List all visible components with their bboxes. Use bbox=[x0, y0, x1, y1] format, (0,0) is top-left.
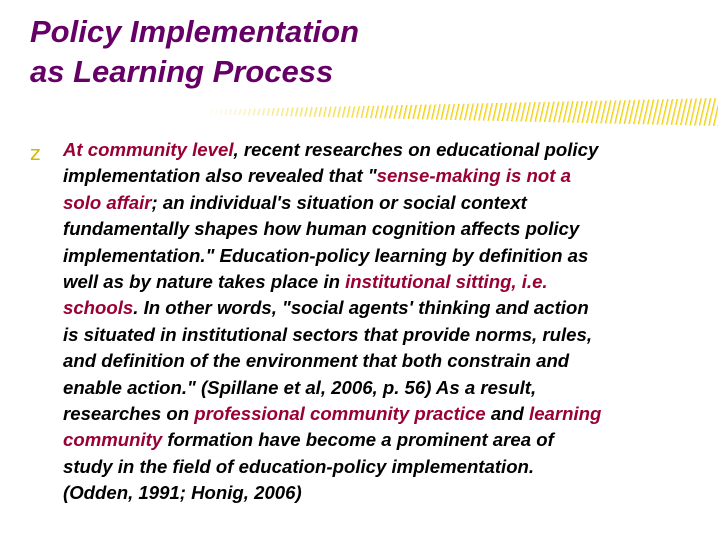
bullet-icon: z bbox=[30, 141, 41, 165]
body-text-segment: formation have become a prominent area of bbox=[162, 429, 554, 451]
body-line-14: (Odden, 1991; Honig, 2006) bbox=[63, 482, 302, 504]
body-line-12 bbox=[63, 427, 713, 453]
highlight-solo-affair: solo affair bbox=[63, 191, 152, 213]
body-text-segment: well as by nature takes place in bbox=[63, 271, 346, 293]
body-line-11 bbox=[63, 401, 713, 427]
body-text-segment: and bbox=[485, 403, 530, 425]
body-line-4: fundamentally shapes how human cognition affects policy bbox=[63, 218, 580, 240]
body-line-2 bbox=[63, 163, 713, 189]
body-line-13: study in the field of education-policy implementation. bbox=[63, 455, 535, 477]
highlight-professional-community-practice: professional community practice bbox=[194, 403, 486, 425]
slide-title bbox=[30, 12, 359, 92]
body-line-6 bbox=[63, 269, 713, 295]
slide-title-line-1: Policy Implementation bbox=[30, 14, 360, 49]
highlight-community: community bbox=[63, 429, 163, 451]
highlight-community-level: At community level bbox=[63, 139, 234, 160]
body-text-segment: implementation also revealed that " bbox=[63, 165, 377, 187]
body-line-7 bbox=[63, 295, 713, 321]
highlight-schools: schools bbox=[63, 297, 134, 319]
body-line-5: implementation." Education-policy learning by definition as bbox=[63, 244, 589, 266]
body-paragraph bbox=[63, 137, 713, 507]
highlight-institutional-sitting: institutional sitting, i.e. bbox=[345, 271, 548, 293]
body-text-segment: . In other words, "social agents' thinking and action bbox=[133, 297, 589, 319]
slide-title-line-2: as Learning Process bbox=[30, 54, 334, 89]
body-line-8: is situated in institutional sectors that provide norms, rules, bbox=[63, 323, 592, 345]
body-line-1 bbox=[63, 137, 713, 163]
body-text-segment: ; an individual's situation or social context bbox=[151, 191, 527, 213]
body-text-segment: , recent researches on educational policy bbox=[233, 139, 599, 160]
body-line-9: and definition of the environment that both constrain and bbox=[63, 350, 570, 372]
body-line-3 bbox=[63, 190, 713, 216]
title-divider-stripes bbox=[200, 98, 718, 126]
highlight-learning: learning bbox=[529, 403, 602, 425]
body-line-10: enable action." (Spillane et al, 2006, p. 56) As a result, bbox=[63, 376, 537, 398]
body-text-segment: researches on bbox=[63, 403, 195, 425]
highlight-sense-making: sense-making is not a bbox=[376, 165, 571, 187]
